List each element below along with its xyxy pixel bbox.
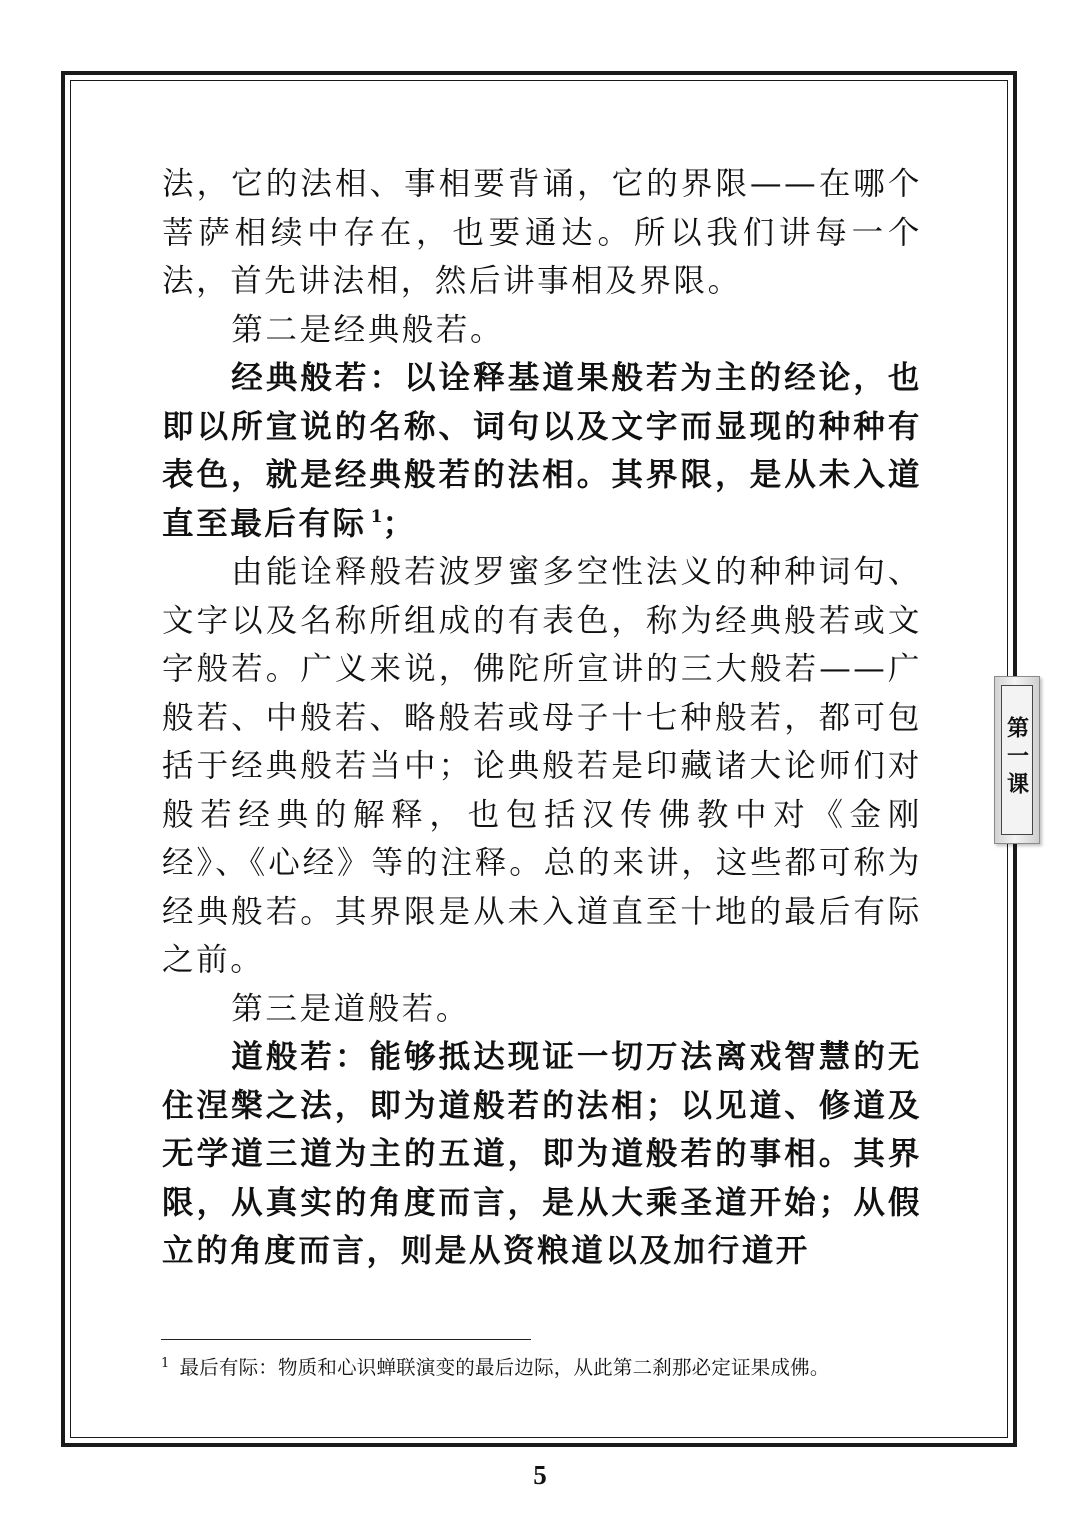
paragraph-1: 法，它的法相、事相要背诵，它的界限——在哪个菩萨相续中存在，也要通达。所以我们讲每一个法，首先讲法相，然后讲事相及界限。 <box>162 166 922 299</box>
paragraph-4: 由能诠释般若波罗蜜多空性法义的种种词句、文字以及名称所组成的有表色，称为经典般若或文字般若。广义来说，佛陀所宣讲的三大般若——广般若、中般若、略般若或母子十七种般若，都可包括于经典般若当中；论典般若是印藏诸大论师们对般若经典的解释，也包括汉传佛教中对《金刚经》、《心经》等的注释。总的来讲，这些都可称为经典般若。其界限是从未入道直至十地的最后有际之前。 <box>162 554 922 978</box>
paragraph-2: 第二是经典般若。 <box>231 311 505 348</box>
footnote-mark: 1 <box>161 1355 170 1371</box>
paragraph-5: 第三是道般若。 <box>231 990 470 1027</box>
footnote-reference: 1 <box>370 507 383 527</box>
paragraph-3-end: ； <box>382 504 417 542</box>
paragraph-3-text: 经典般若：以诠释基道果般若为主的经论，也即以所宣说的名称、词句以及文字而显现的种种有表色，就是经典般若的法相。其界限，是从未入道直至最后有际 <box>162 359 922 542</box>
page-number: 5 <box>533 1460 547 1490</box>
footnote-divider <box>161 1339 531 1340</box>
paragraph-6-definition: 道般若：能够抵达现证一切万法离戏智慧的无住涅槃之法，即为道般若的法相；以见道、修道及无学道三道为主的五道，即为道般若的事相。其界限，从真实的角度而言，是从大乘圣道开始；从假立的角度而言，则是从资粮道以及加行道开 <box>162 1038 922 1269</box>
chapter-side-tab <box>994 676 1040 844</box>
chapter-side-tab-label: 第一课 <box>1003 716 1030 800</box>
footnote <box>161 1354 931 1382</box>
paragraph-3-definition <box>162 354 922 548</box>
footnote-text: 最后有际：物质和心识蝉联演变的最后边际，从此第二刹那必定证果成佛。 <box>179 1356 830 1379</box>
chapter-side-tab-border <box>1001 685 1033 835</box>
body-text <box>162 160 922 1276</box>
